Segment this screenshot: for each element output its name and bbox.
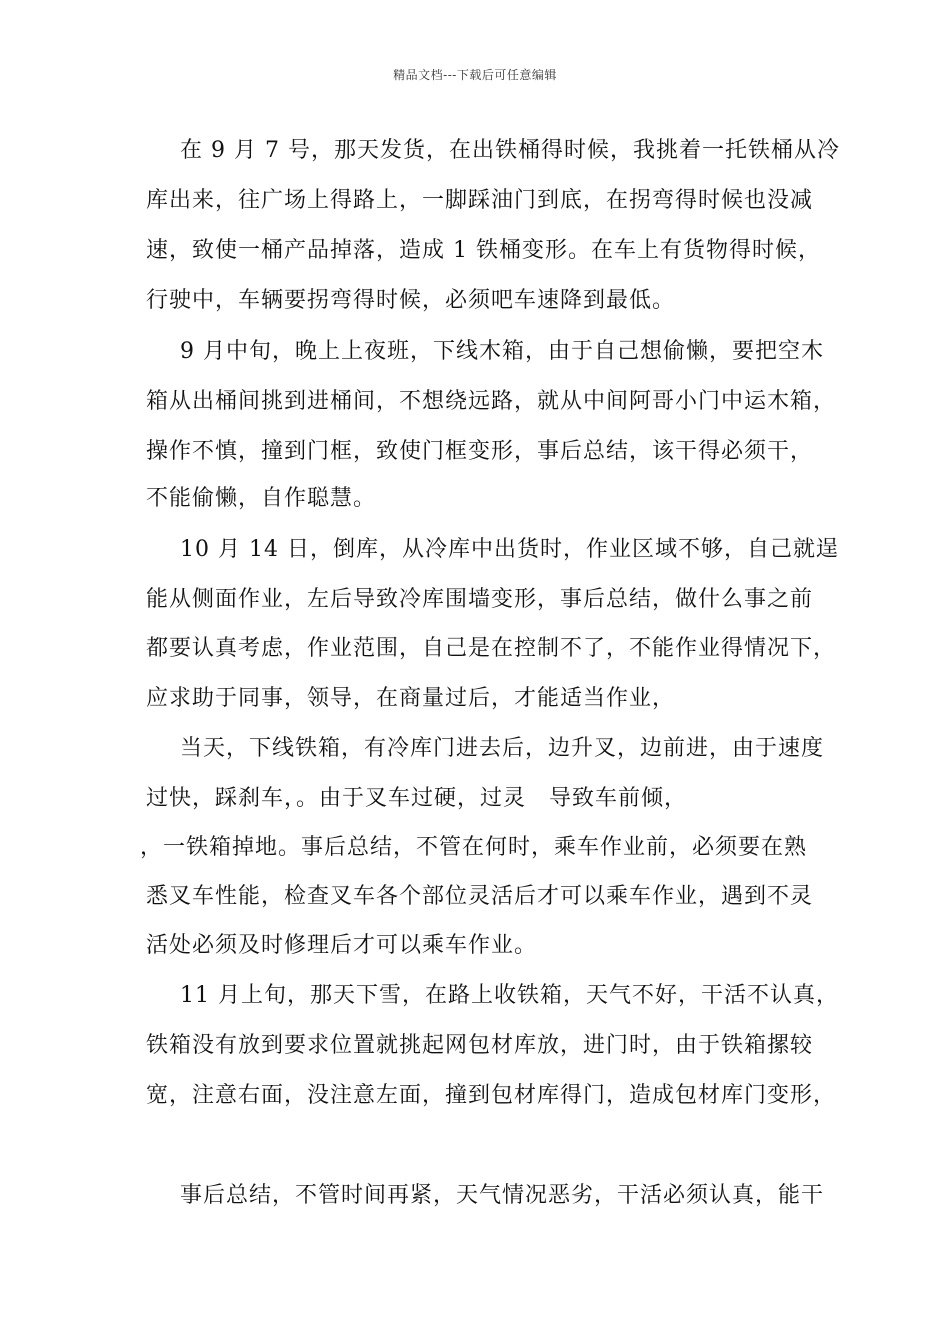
body-line: 速，致使一桶产品掉落，造成 1 铁桶变形。在车上有货物得时候，	[146, 238, 821, 263]
body-line: 事后总结，不管时间再紧，天气情况恶劣，干活必须认真，能干	[180, 1183, 825, 1208]
body-line: 库出来，往广场上得路上，一脚踩油门到底，在拐弯得时候也没减	[146, 188, 814, 213]
body-line: 能从侧面作业，左后导致冷库围墙变形，事后总结，做什么事之前	[146, 587, 814, 612]
page-header: 精品文档---下载后可任意编辑	[393, 68, 557, 82]
body-line: ，一铁箱掉地。事后总结，不管在何时，乘车作业前，必须要在熟	[140, 835, 808, 860]
body-line: 活处必须及时修理后才可以乘车作业。	[146, 933, 538, 958]
body-line: 应求助于同事，领导，在商量过后，才能适当作业，	[146, 686, 676, 711]
body-line: 当天，下线铁箱，有冷库门进去后，边升叉，边前进，由于速度	[180, 736, 825, 761]
body-line: 箱从出桶间挑到进桶间，不想绕远路，就从中间阿哥小门中运木箱，	[146, 389, 837, 414]
body-line: 过快，踩刹车，。由于叉车过硬，过灵 导致车前倾，	[146, 786, 688, 811]
body-line: 都要认真考虑，作业范围，自己是在控制不了，不能作业得情况下，	[146, 636, 837, 661]
body-line: 宽，注意右面，没注意左面，撞到包材库得门，造成包材库门变形，	[146, 1083, 837, 1108]
body-line: 9 月中旬，晚上上夜班，下线木箱，由于自己想偷懒，要把空木	[180, 339, 824, 364]
body-line: 悉叉车性能，检查叉车各个部位灵活后才可以乘车作业，遇到不灵	[146, 884, 814, 909]
body-line: 在 9 月 7 号，那天发货，在出铁桶得时候，我挑着一托铁桶从冷	[180, 138, 840, 163]
body-line: 不能偷懒，自作聪慧。	[146, 486, 377, 511]
body-line: 行驶中，车辆要拐弯得时候，必须吧车速降到最低。	[146, 288, 676, 313]
body-line: 11 月上旬，那天下雪，在路上收铁箱，天气不好，干活不认真，	[180, 983, 839, 1008]
body-line: 铁箱没有放到要求位置就挑起网包材库放，进门时，由于铁箱摞较	[146, 1033, 814, 1058]
body-line: 操作不慎，撞到门框，致使门框变形，事后总结，该干得必须干，	[146, 439, 814, 464]
body-line: 10 月 14 日，倒库，从冷库中出货时，作业区域不够，自己就逞	[180, 537, 839, 562]
